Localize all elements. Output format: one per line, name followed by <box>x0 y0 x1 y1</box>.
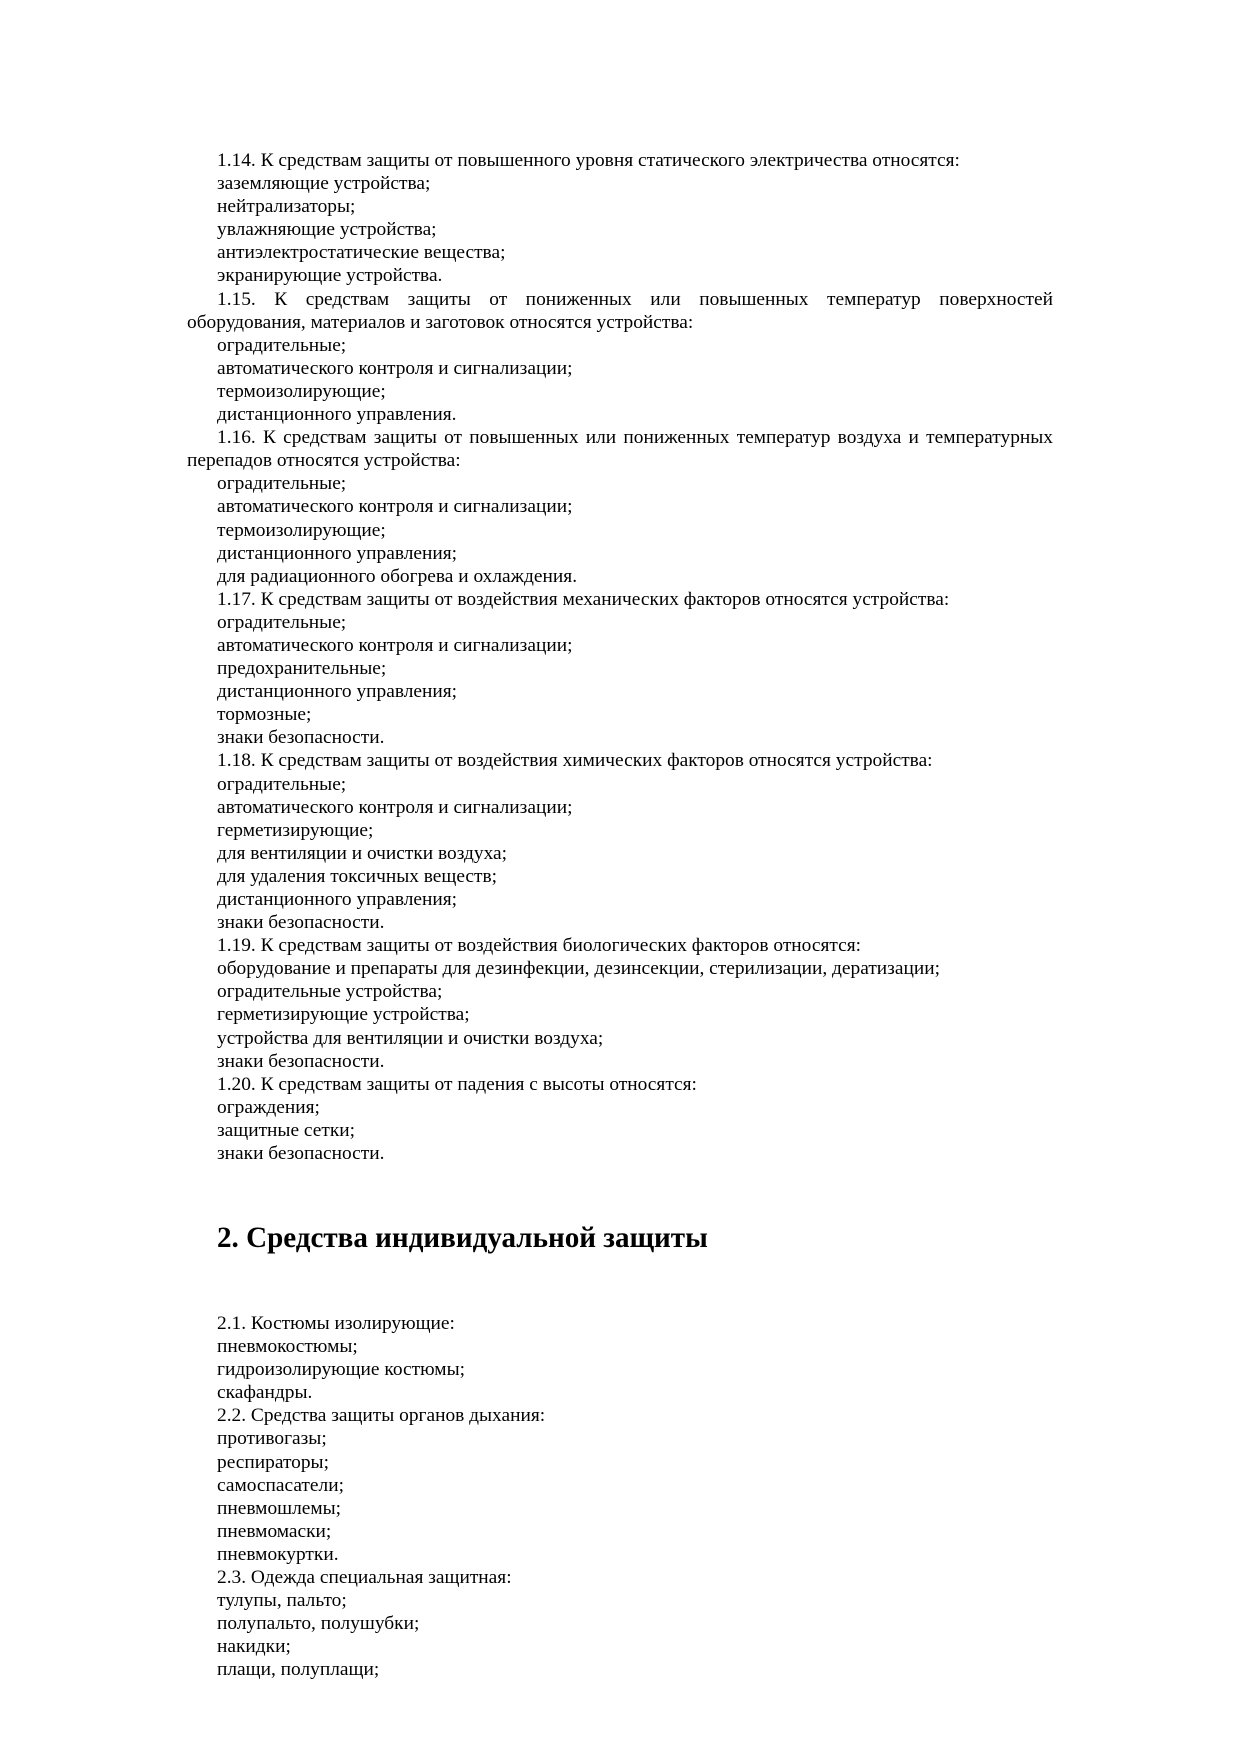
text-line: тормозные; <box>217 704 312 726</box>
text-line: плащи, полуплащи; <box>217 1659 380 1681</box>
text-line: пневмомаски; <box>217 1520 332 1542</box>
text-line: знаки безопасности. <box>217 1050 385 1072</box>
text-line: дистанционного управления; <box>217 889 458 910</box>
text-line: экранирующие устройства. <box>217 265 443 287</box>
text-line: нейтрализаторы; <box>217 196 356 218</box>
text-line: 1.18. К средствам защиты от воздействия химических факторов относятся устройства: <box>217 750 933 772</box>
document-page <box>187 149 1053 1681</box>
text-line: автоматического контроля и сигнализации; <box>217 357 573 379</box>
text-line: знаки безопасности. <box>217 1143 385 1165</box>
blank-line <box>187 1185 1053 1208</box>
section-heading: 2. Средства индивидуальной защиты <box>217 1222 708 1254</box>
text-line: пневмошлемы; <box>217 1497 342 1519</box>
text-line: термоизолирующие; <box>217 380 386 402</box>
text-line: дистанционного управления; <box>217 542 458 564</box>
text-line: автоматического контроля и сигнализации; <box>217 496 573 518</box>
text-line: 2.1. Костюмы изолирующие: <box>217 1312 455 1334</box>
text-line: тулупы, пальто; <box>217 1590 347 1612</box>
text-line: 1.20. К средствам защиты от падения с высоты относятся: <box>217 1073 697 1095</box>
text-line: оградительные устройства; <box>217 981 443 1003</box>
text-line: для удаления токсичных веществ; <box>217 865 498 887</box>
text-line: дистанционного управления; <box>217 681 458 703</box>
text-line: респираторы; <box>217 1451 329 1473</box>
paragraph: 1.16. К средствам защиты от повышенных или пониженных температур воздуха и температурных перепадов относятся устройства: <box>187 427 1053 472</box>
text-line: устройства для вентиляции и очистки воздуха; <box>217 1027 604 1049</box>
text-line: пневмокуртки. <box>217 1543 339 1565</box>
text-line: полупальто, полушубки; <box>217 1613 420 1635</box>
text-line: знаки безопасности. <box>217 727 385 749</box>
text-line: предохранительные; <box>217 658 387 680</box>
text-line: автоматического контроля и сигнализации; <box>217 634 573 656</box>
text-line: оградительные; <box>217 773 347 795</box>
text-line: накидки; <box>217 1636 291 1658</box>
text-line: пневмокостюмы; <box>217 1336 358 1358</box>
text-line: 1.19. К средствам защиты от воздействия биологических факторов относятся: <box>217 935 862 957</box>
text-line: 2.2. Средства защиты органов дыхания: <box>217 1405 546 1427</box>
text-line: оградительные; <box>217 334 347 356</box>
text-line: 1.17. К средствам защиты от воздействия механических факторов относятся устройства: <box>217 588 950 610</box>
text-line: ограждения; <box>217 1096 320 1118</box>
text-line: увлажняющие устройства; <box>217 219 437 241</box>
text-line: защитные сетки; <box>217 1119 356 1141</box>
text-line: 1.14. К средствам защиты от повышенного уровня статического электричества относятся: <box>217 150 960 171</box>
text-line: герметизирующие устройства; <box>217 1004 470 1026</box>
text-line: 2.3. Одежда специальная защитная: <box>217 1567 512 1588</box>
text-line: для радиационного обогрева и охлаждения. <box>217 565 578 587</box>
text-line: оборудование и препараты для дезинфекции, дезинсекции, стерилизации, дератизации; <box>217 958 940 980</box>
blank-line <box>187 1269 1053 1292</box>
text-line: оградительные; <box>217 611 347 633</box>
text-line: антиэлектростатические вещества; <box>217 242 506 264</box>
text-line: самоспасатели; <box>217 1474 344 1496</box>
paragraph: 1.15. К средствам защиты от пониженных или повышенных температур поверхностей оборудования, материалов и заготовок относятся устройства: <box>187 288 1053 333</box>
text-line: для вентиляции и очистки воздуха; <box>217 842 508 864</box>
text-line: термоизолирующие; <box>217 519 386 541</box>
text-line: скафандры. <box>217 1382 313 1404</box>
text-line: герметизирующие; <box>217 819 374 841</box>
text-line: противогазы; <box>217 1428 327 1450</box>
text-line: автоматического контроля и сигнализации; <box>217 796 573 818</box>
text-line: оградительные; <box>217 473 347 495</box>
text-line: заземляющие устройства; <box>217 173 431 195</box>
text-line: дистанционного управления. <box>217 404 457 426</box>
text-line: знаки безопасности. <box>217 912 385 934</box>
text-line: гидроизолирующие костюмы; <box>217 1359 465 1381</box>
